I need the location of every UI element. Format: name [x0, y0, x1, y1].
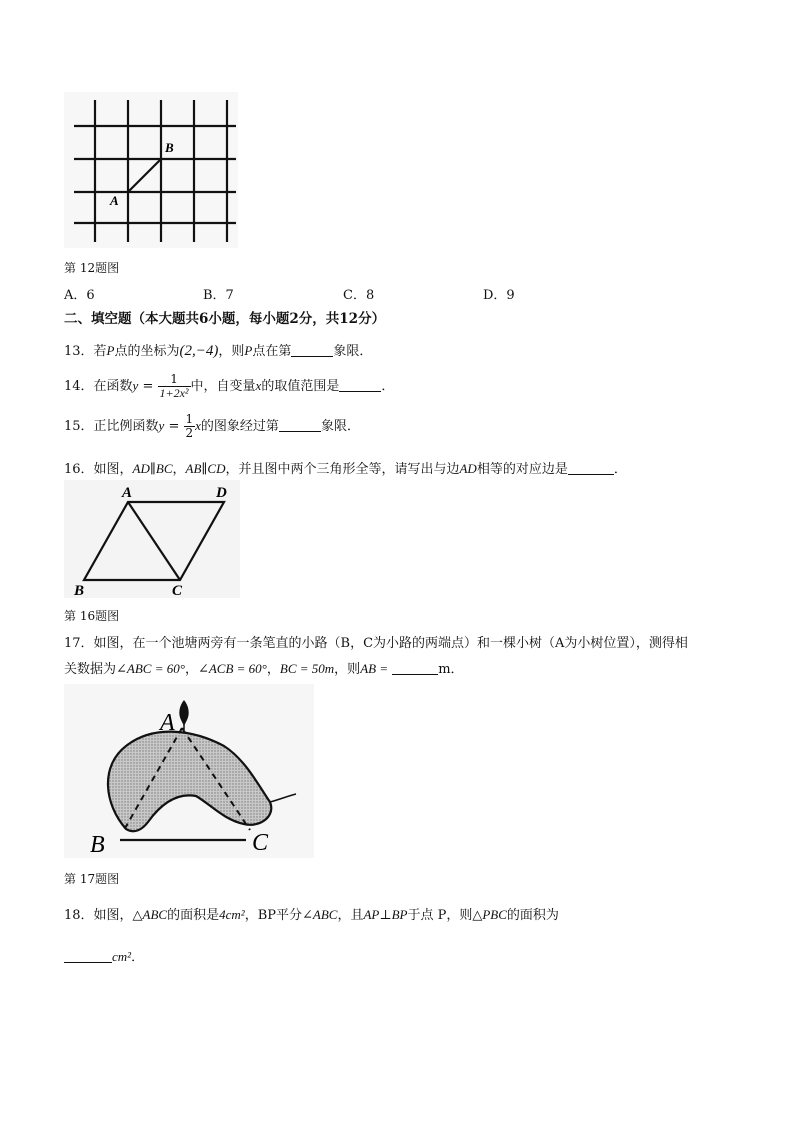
- question-17-line-2: 关数据为∠ABC = 60°，∠ACB = 60°，BC = 50m，则AB = m．: [64, 661, 464, 677]
- figure-17-caption: 第 17题图: [64, 872, 120, 886]
- answer-blank-18: [64, 948, 112, 963]
- question-15: 15．正比例函数y = $\frac{1}{2}$ x的图象经过第 象限．: [64, 412, 360, 440]
- answer-blank-17: [392, 660, 438, 675]
- question-13: 13．若P点的坐标为(2,−4)，则P点在第 象限．: [64, 343, 373, 359]
- figure-16-parallelogram: [64, 480, 240, 598]
- section-title: 二、填空题（本大题共6小题，每小题2分，共12分）: [64, 311, 386, 327]
- figure-12-caption: 第 12题图: [64, 261, 120, 275]
- choice-a: A．6: [64, 288, 95, 303]
- label-a: A: [122, 485, 133, 501]
- figure-16-caption: 第 16题图: [64, 609, 120, 623]
- figure-17-pond: [64, 684, 314, 858]
- answer-blank-15: [279, 417, 321, 432]
- label-a: A: [110, 193, 119, 208]
- choice-d: D．9: [483, 288, 515, 303]
- label-c: C: [172, 583, 183, 598]
- question-14: 14．在函数y = $\frac{1}{\text{1+2x²}}$ 中，自变量x的取值范围是 ．: [64, 372, 395, 400]
- label-b: B: [165, 140, 174, 155]
- question-17-line-1: 17．如图，在一个池塘两旁有一条笔直的小路（B，C为小路的两端点）和一棵小树（A为小树位置），测得相: [64, 636, 688, 651]
- label-c: C: [252, 830, 269, 856]
- answer-blank-16: [568, 460, 614, 475]
- question-16: 16．如图，AD∥BC，AB∥CD，并且图中两个三角形全等，请写出与边AD相等的对应边是 ．: [64, 461, 627, 477]
- label-d: D: [216, 485, 227, 501]
- question-18-line-2: cm²．: [64, 946, 144, 965]
- label-a: A: [160, 710, 175, 736]
- choice-c: C．8: [343, 288, 375, 303]
- answer-blank-13: [291, 342, 333, 357]
- figure-12-grid: [64, 92, 238, 248]
- question-18-line-1: 18．如图，△ABC的面积是4cm²，BP平分∠ABC，且AP⊥BP于点 P，则△PBC的面积为: [64, 907, 559, 923]
- choice-b: B．7: [203, 288, 234, 303]
- answer-blank-14: [339, 377, 381, 392]
- label-b: B: [74, 583, 85, 598]
- label-b: B: [90, 832, 105, 858]
